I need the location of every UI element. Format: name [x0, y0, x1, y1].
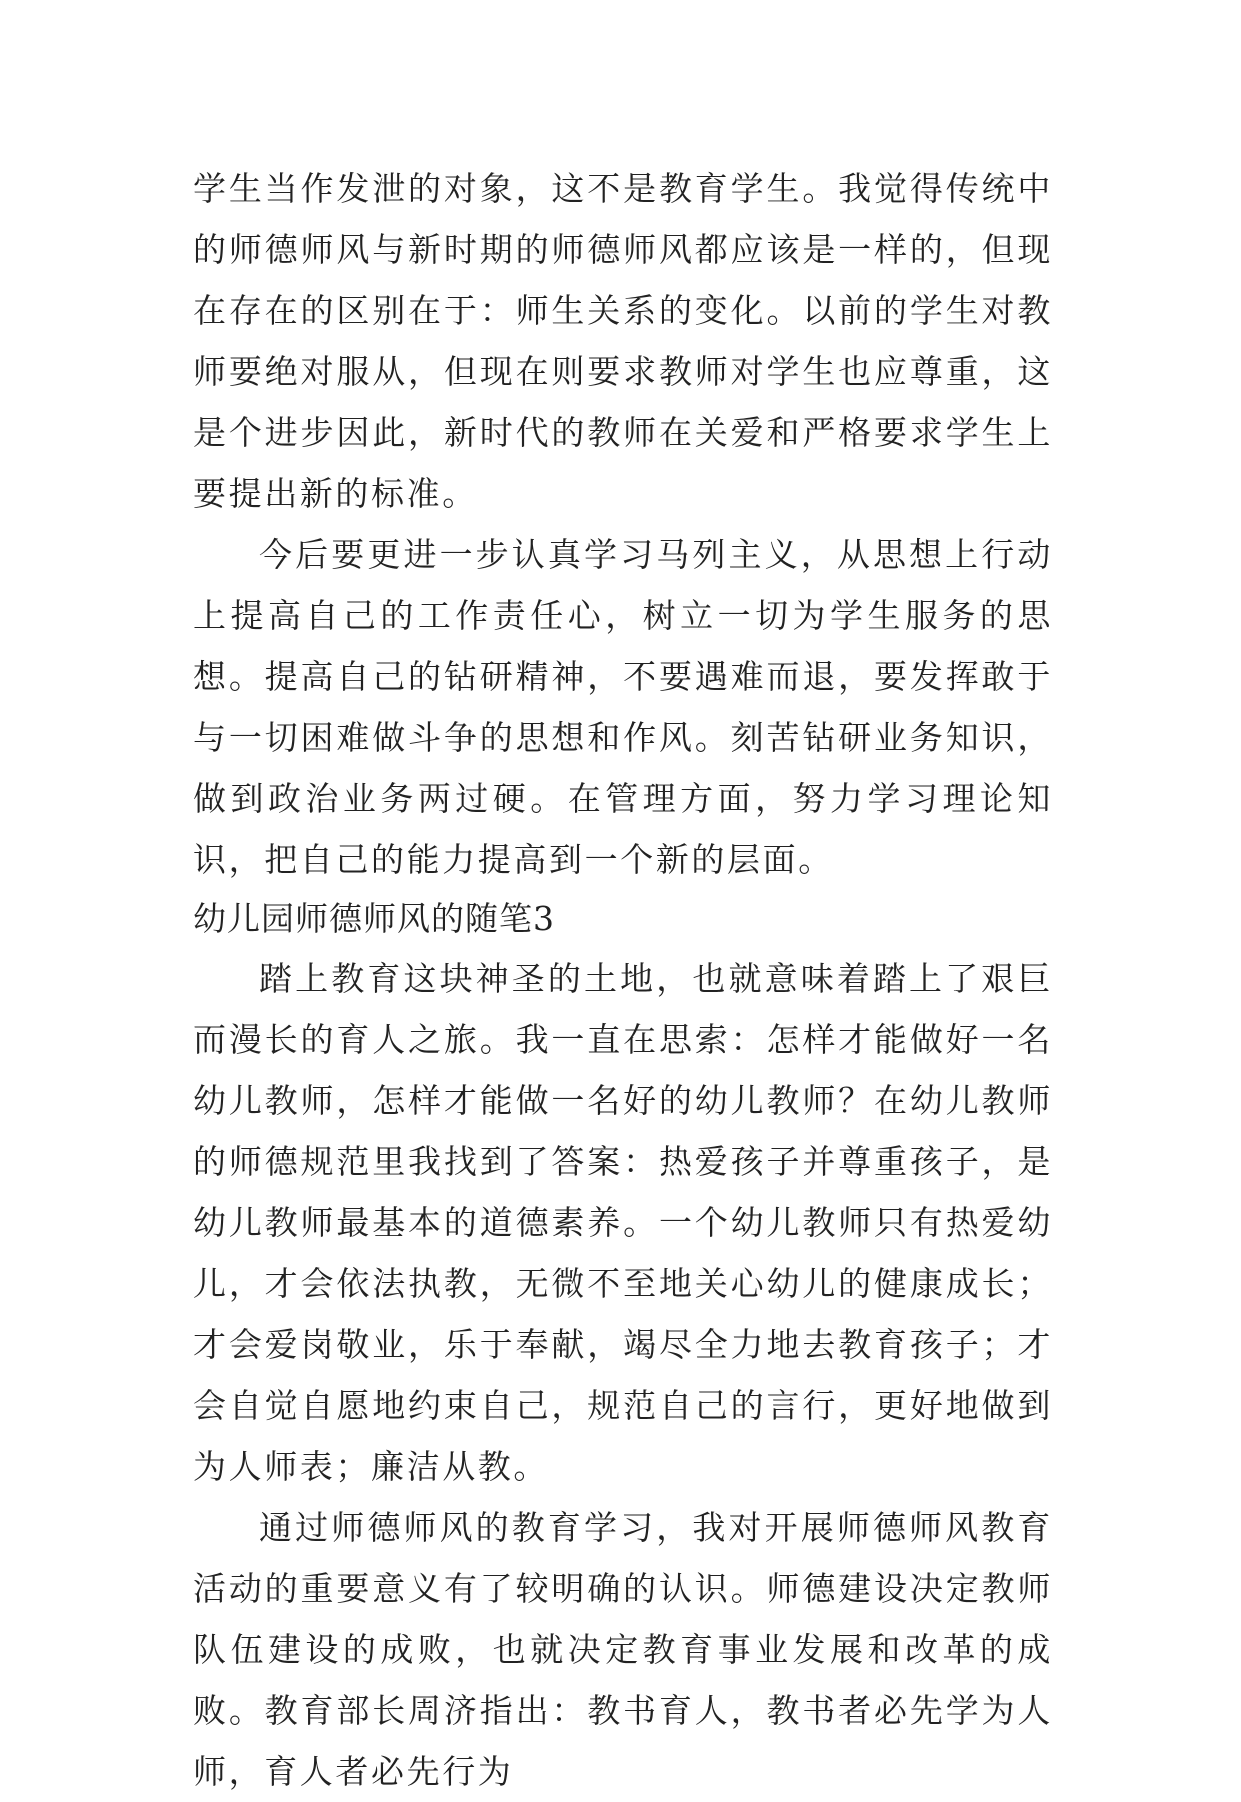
paragraph-teacher-ethics: 踏上教育这块神圣的土地，也就意味着踏上了艰巨而漫长的育人之旅。我一直在思索：怎样才能做好一名幼儿教师，怎样才能做一名好的幼儿教师？在幼儿教师的师德规范里我找到了答案：热爱孩子并尊重孩子，是幼儿教师最基本的道德素养。一个幼儿教师只有热爱幼儿，才会依法执教，无微不至地关心幼儿的健康成长；才会爱岗敬业，乐于奉献，竭尽全力地去教育孩子；才会自觉自愿地约束自己，规范自己的言行，更好地做到为人师表；廉洁从教。: [193, 959, 1053, 1486]
section-heading: 幼儿园师德师风的随笔3: [193, 899, 555, 938]
paragraph-improvement-plan: 今后要更进一步认真学习马列主义，从思想上行动上提高自己的工作责任心，树立一切为学生服务的思想。提高自己的钻研精神，不要遇难而退，要发挥敢于与一切困难做斗争的思想和作风。刻苦钻研业务知识，做到政治业务两过硬。在管理方面，努力学习理论知识，把自己的能力提高到一个新的层面。: [193, 535, 1053, 879]
paragraph-continuation: 学生当作发泄的对象，这不是教育学生。我觉得传统中的师德师风与新时期的师德师风都应该是一样的，但现在存在的区别在于：师生关系的变化。以前的学生对教师要绝对服从，但现在则要求教师对学生也应尊重，这是个进步因此，新时代的教师在关爱和严格要求学生上要提出新的标准。: [193, 169, 1053, 513]
document-body: [193, 158, 1053, 1802]
paragraph-study-reflection: 通过师德师风的教育学习，我对开展师德师风教育活动的重要意义有了较明确的认识。师德建设决定教师队伍建设的成败，也就决定教育事业发展和改革的成败。教育部长周济指出：教书育人，教书者必先学为人师，育人者必先行为: [193, 1508, 1053, 1791]
